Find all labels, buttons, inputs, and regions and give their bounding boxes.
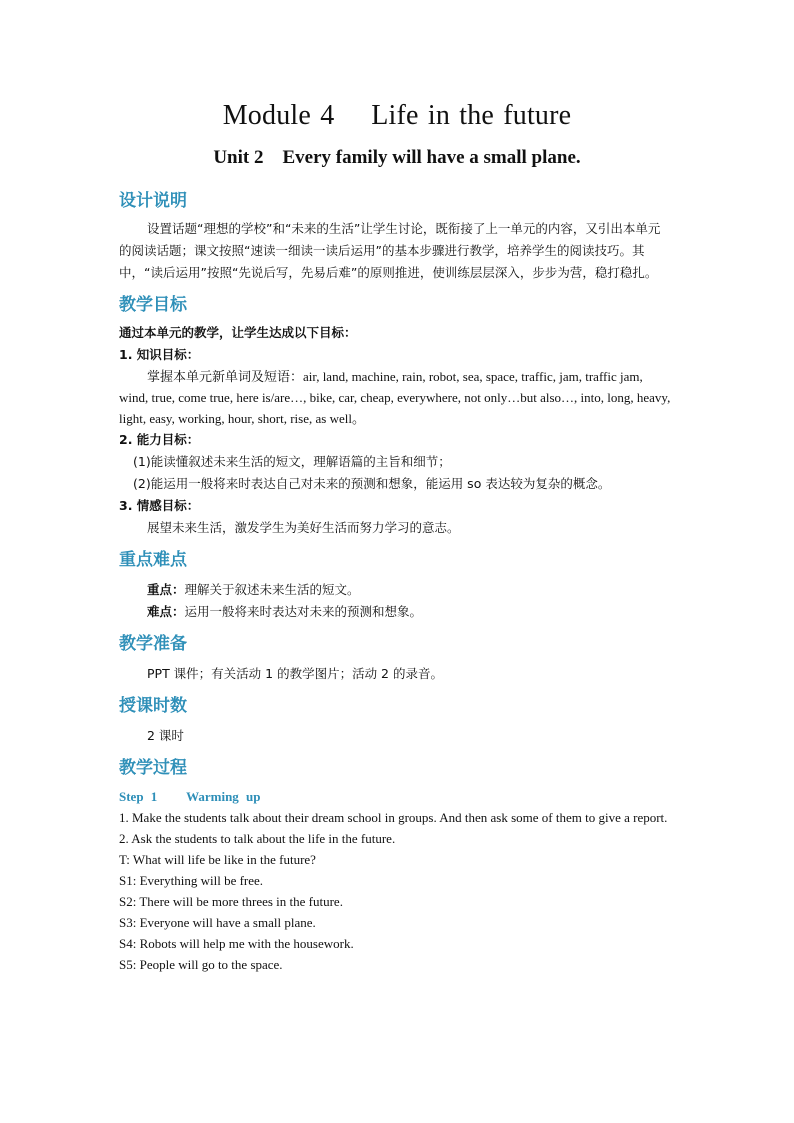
process-line: 1. Make the students talk about their dream school in groups. And then ask some of them to give a report. bbox=[119, 810, 668, 825]
prep-text: PPT 课件；有关活动 1 的教学图片；活动 2 的录音。 bbox=[147, 666, 443, 681]
process-line: 2. Ask the students to talk about the life in the future. bbox=[119, 831, 396, 846]
goals-intro: 通过本单元的教学，让学生达成以下目标： bbox=[119, 325, 357, 340]
process-line: S3: Everyone will have a small plane. bbox=[119, 915, 316, 930]
step-1-heading: Step 1 Warming up bbox=[119, 789, 261, 804]
ability-label: 2. 能力目标： bbox=[119, 432, 200, 447]
document-body bbox=[119, 190, 671, 975]
emotion-text: 展望未来生活，激发学生为美好生活而努力学习的意志。 bbox=[147, 520, 460, 535]
process-line: S4: Robots will help me with the housework. bbox=[119, 936, 354, 951]
unit-subtitle: Unit 2 Every family will have a small plane. bbox=[213, 147, 581, 168]
module-title: Module 4 Life in the future bbox=[222, 100, 572, 131]
emotion-label: 3. 情感目标： bbox=[119, 498, 200, 513]
key-point-label: 重点： bbox=[147, 582, 185, 597]
knowledge-text: 掌握本单元新单词及短语：air, land, machine, rain, robot, sea, space, traffic, jam, traffic jam, wind, true, come true, here is/are…, bike, car, cheap, everywhere, not only…but also…, into, long, heavy, light, easy, working, hour, short, rise, as well。 bbox=[119, 369, 671, 426]
section-heading-goals: 教学目标 bbox=[119, 295, 187, 315]
key-point bbox=[119, 579, 671, 601]
ability-item-2: (2)能运用一般将来时表达自己对未来的预测和想象，能运用 so 表达较为复杂的概念。 bbox=[133, 476, 611, 491]
section-heading-process: 教学过程 bbox=[119, 758, 187, 778]
process-line: S2: There will be more threes in the future. bbox=[119, 894, 343, 909]
ability-item-1: (1)能读懂叙述未来生活的短文，理解语篇的主旨和细节； bbox=[133, 454, 451, 469]
process-line: T: What will life be like in the future? bbox=[119, 852, 316, 867]
knowledge-label: 1. 知识目标： bbox=[119, 347, 200, 362]
difficult-point-text: 运用一般将来时表达对未来的预测和想象。 bbox=[184, 604, 423, 619]
design-paragraph: 设置话题“理想的学校”和“未来的生活”让学生讨论，既衔接了上一单元的内容，又引出本单元的阅读话题；课文按照“速读一细读一读后运用”的基本步骤进行教学，培养学生的阅读技巧。其中，“读后运用”按照“先说后写，先易后难”的原则推进，使训练层层深入，步步为营，稳打稳扎。 bbox=[119, 221, 661, 280]
hours-text: 2 课时 bbox=[147, 728, 184, 743]
difficult-point-label: 难点： bbox=[147, 604, 185, 619]
process-line: S5: People will go to the space. bbox=[119, 957, 283, 972]
key-point-text: 理解关于叙述未来生活的短文。 bbox=[184, 582, 360, 597]
section-heading-key: 重点难点 bbox=[119, 550, 187, 570]
section-heading-hours: 授课时数 bbox=[119, 696, 187, 716]
section-heading-design: 设计说明 bbox=[119, 191, 187, 211]
process-line: S1: Everything will be free. bbox=[119, 873, 264, 888]
difficult-point bbox=[119, 601, 671, 623]
section-heading-prep: 教学准备 bbox=[119, 634, 187, 654]
